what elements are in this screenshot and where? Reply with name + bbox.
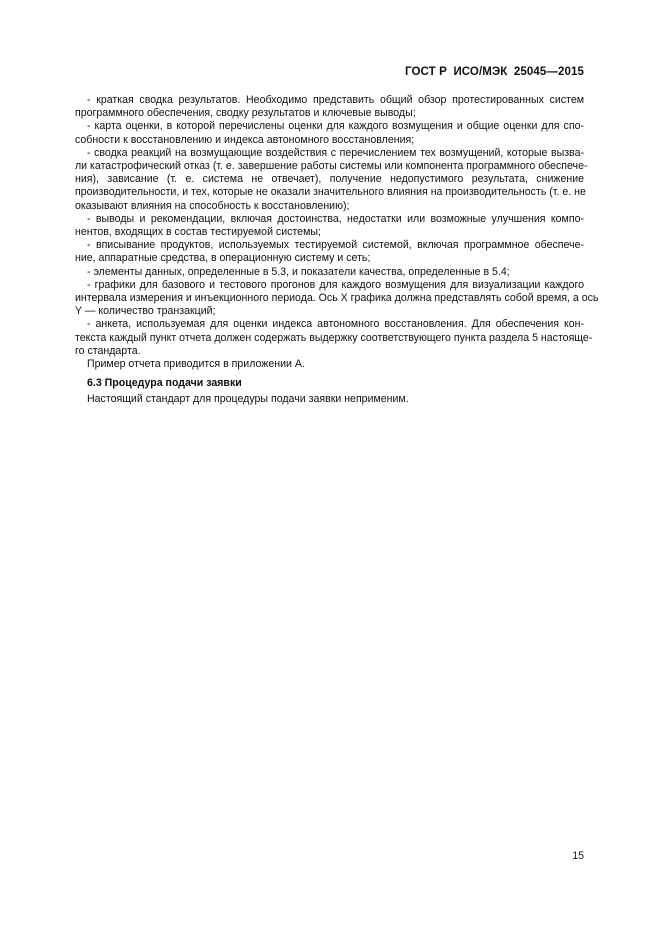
text-line: ли катастрофический отказ (т. е. завершение работы системы или компонента программного обеспече- — [75, 160, 588, 173]
text-line: ние, аппаратные средства, в операционную систему и сеть; — [75, 252, 371, 265]
text-line: собности к восстановлению и индекса автономного восстановления; — [75, 133, 415, 146]
text-line: текста каждый пункт отчета должен содержать выдержку соответствующего пункта раздела 5 настояще- — [75, 331, 593, 344]
text-line: ния), зависание (т. е. система не отвечает), получение недопустимого результата, снижение — [75, 173, 584, 186]
page-number: 15 — [572, 850, 584, 862]
text-line: - графики для базового и тестового прогонов для каждого возмущения для визуализации каждого — [87, 278, 584, 291]
text-line: Пример отчета приводится в приложении А. — [87, 358, 305, 371]
section-text: Настоящий стандарт для процедуры подачи заявки неприменим. — [87, 393, 409, 406]
text-line: - элементы данных, определенные в 5.3, и показатели качества, определенные в 5.4; — [87, 265, 510, 278]
text-line: - сводка реакций на возмущающие воздействия с перечислением тех возмущений, которые вызва- — [87, 146, 584, 159]
text-line: - анкета, используемая для оценки индекса автономного восстановления. Для обеспечения кон- — [87, 318, 584, 331]
text-line: - вписывание продуктов, используемых тестируемой системой, включая программное обеспече- — [87, 239, 584, 252]
text-line: оказывают влияния на способность к восстановлению); — [75, 199, 350, 212]
document-body — [75, 94, 599, 407]
text-line: - краткая сводка результатов. Необходимо представить общий обзор протестированных систем — [87, 94, 584, 106]
text-line: интервала измерения и инъекционного периода. Ось X графика должна представлять собой время, а ось — [75, 292, 599, 305]
document-header: ГОСТ Р ИСО/МЭК 25045—2015 — [405, 66, 584, 78]
body-paragraphs — [75, 94, 599, 371]
text-line: го стандарта. — [75, 344, 141, 357]
text-line: - карта оценки, в которой перечислены оценки для каждого возмущения и общие оценки для спо- — [87, 120, 584, 133]
section-heading: 6.3 Процедура подачи заявки — [87, 377, 242, 390]
text-line: производительности, и тех, которые не оказали значительного влияния на производительность (т. е. не — [75, 186, 586, 199]
text-line: нентов, входящих в состав тестируемой системы; — [75, 226, 321, 239]
text-line: Y — количество транзакций; — [75, 305, 216, 318]
text-line: программного обеспечения, сводку результатов и ключевые выводы; — [75, 107, 416, 120]
text-line: - выводы и рекомендации, включая достоинства, недостатки или возможные улучшения компо- — [87, 212, 584, 225]
